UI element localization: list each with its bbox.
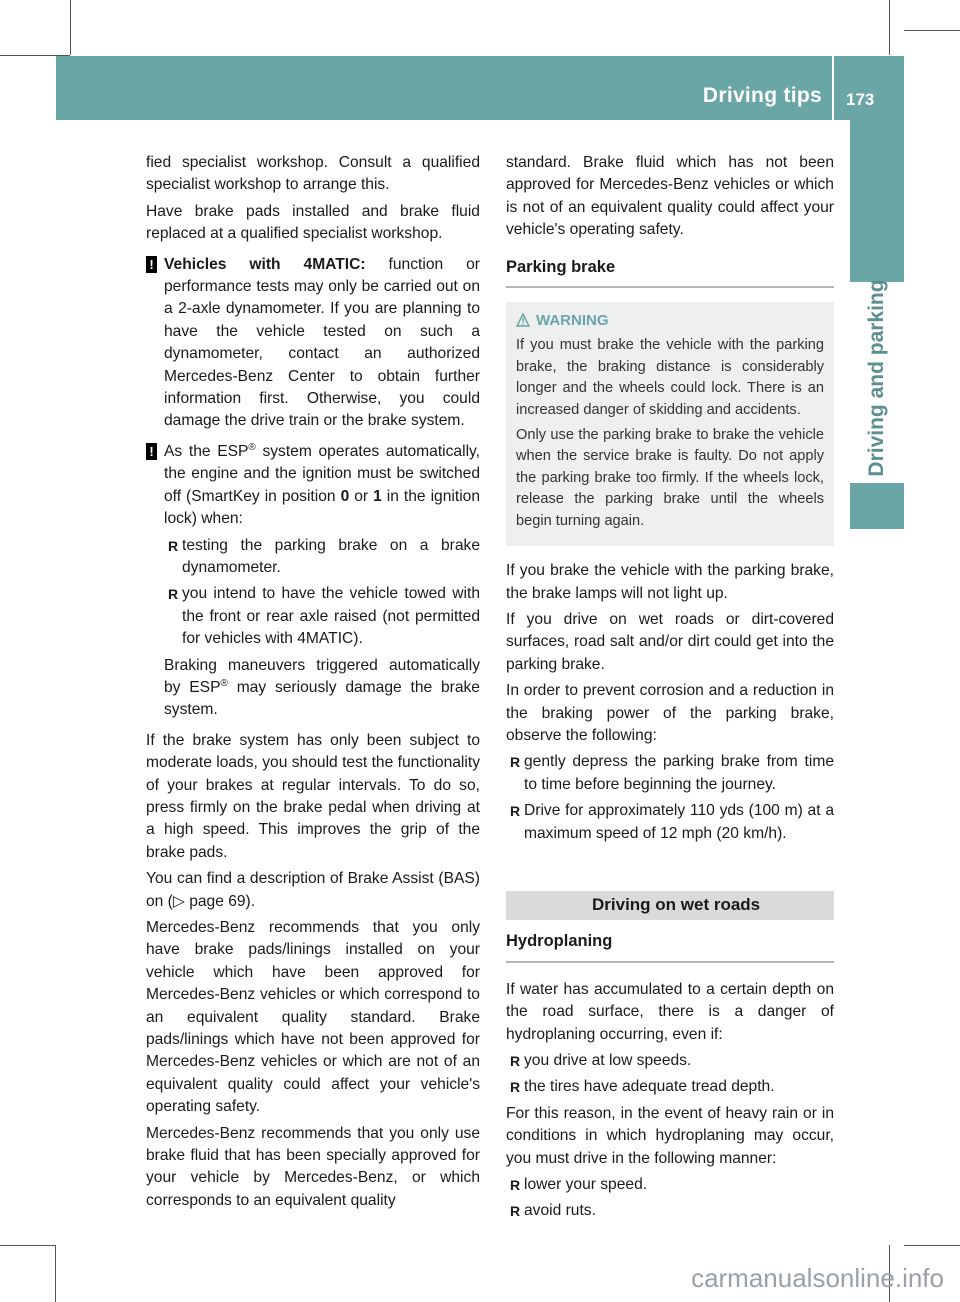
paragraph: If you drive on wet roads or dirt-covered surfaces, road salt and/or dirt could get into the parking brake. bbox=[506, 610, 834, 673]
heading-parking-brake: Parking brake bbox=[506, 256, 834, 288]
paragraph: For this reason, in the event of heavy rain or in conditions in which hydroplaning may occur, you must drive in the following manner: bbox=[506, 1104, 834, 1167]
list-item bbox=[506, 1076, 834, 1098]
key-position-0: 0 bbox=[340, 487, 350, 505]
registered-mark: ® bbox=[248, 441, 256, 453]
list-item-text: gently depress the parking brake from time to time before beginning the journey. bbox=[524, 753, 834, 793]
chapter-marker-block bbox=[850, 483, 904, 529]
note-text-part: in the ignition lock) when: bbox=[164, 487, 480, 528]
bullet-icon: R bbox=[510, 1203, 521, 1220]
list-item-text: you drive at low speeds. bbox=[524, 1052, 692, 1069]
note-text-part: Braking maneuvers triggered automatically by ESP bbox=[164, 656, 480, 696]
paragraph: standard. Brake fluid which has not been approved for Mercedes-Benz vehicles or which is not of an equivalent quality could affect your vehicle's operating safety. bbox=[506, 154, 834, 239]
chapter-side-label: Driving and parking bbox=[865, 279, 888, 477]
note-body: function or performance tests may only be carried out on a 2-axle dynamometer. If you are planning to have the vehicle tested on such a dynamometer, contact an authorized Mercedes-Benz Center to obtain further information first. Otherwise, you could damage the drive train or the brake system. bbox=[164, 255, 480, 430]
note-text bbox=[164, 254, 480, 433]
left-column bbox=[146, 152, 480, 1216]
paragraph: fied specialist workshop. Consult a qualified specialist workshop to arrange this. bbox=[146, 154, 480, 194]
note-text bbox=[164, 655, 480, 722]
registered-mark: ® bbox=[220, 677, 228, 689]
note-text-part: system operates automatically, the engine and the ignition must be switched off (SmartKey in position bbox=[164, 442, 481, 505]
warning-box bbox=[506, 302, 834, 546]
list-item bbox=[506, 800, 834, 845]
paragraph: You can find a description of Brake Assist (BAS) on (▷ page 69). bbox=[146, 870, 480, 910]
note-bold-label: Vehicles with 4MATIC: bbox=[164, 255, 366, 273]
note-text-part: As the ESP bbox=[164, 442, 249, 460]
page-number: 173 bbox=[846, 90, 875, 109]
warning-text: Only use the parking brake to brake the vehicle when the service brake is faulty. Do not apply the parking brake too firmly. If the wheels lock, release the parking brake until the wheels begin turning again. bbox=[516, 427, 824, 529]
bullet-list bbox=[506, 751, 834, 845]
crop-mark bbox=[889, 0, 890, 55]
heading-hydroplaning: Hydroplaning bbox=[506, 930, 834, 962]
chapter-tab bbox=[850, 120, 904, 282]
bullet-icon: R bbox=[510, 1177, 521, 1194]
list-item-text: lower your speed. bbox=[524, 1176, 648, 1194]
note-text-part: or bbox=[349, 487, 374, 505]
paragraph: If water has accumulated to a certain depth on the road surface, there is a danger of hydroplaning occurring, even if: bbox=[506, 980, 834, 1043]
paragraph: Have brake pads installed and brake fluid replaced at a qualified specialist workshop. bbox=[146, 202, 480, 243]
bullet-icon: R bbox=[168, 537, 179, 554]
crop-mark bbox=[904, 1245, 960, 1246]
bullet-list bbox=[506, 1050, 834, 1099]
list-item-text: avoid ruts. bbox=[524, 1202, 596, 1220]
list-item bbox=[506, 1200, 834, 1222]
paragraph: Mercedes-Benz recommends that you only have brake pads/linings installed on your vehicle which have been approved for Mercedes-Benz vehicles or which correspond to an equivalent quality standard. Brake pads/linings which have not been approved for Mercedes-Benz vehicles or which are not of an equivalent quality could affect your vehicle's operating safety. bbox=[146, 919, 480, 1116]
watermark: carmanualsonline.info bbox=[691, 1263, 944, 1293]
warning-label: WARNING bbox=[536, 312, 609, 330]
warning-triangle-icon bbox=[516, 313, 530, 327]
list-item bbox=[164, 583, 480, 650]
warning-text: If you must brake the vehicle with the parking brake, the braking distance is considerably longer and the wheels could lock. There is an increased danger of skidding and accidents. bbox=[516, 337, 824, 418]
crop-mark bbox=[55, 1245, 56, 1302]
bullet-icon: R bbox=[168, 586, 179, 603]
list-item-text: the tires have adequate tread depth. bbox=[524, 1078, 775, 1096]
paragraph: If the brake system has only been subject to moderate loads, you should test the functionality of your brakes at regular intervals. To do so, press firmly on the brake pedal when driving at a high speed. This improves the grip of the brake pads. bbox=[146, 731, 480, 861]
crop-mark bbox=[0, 1245, 55, 1246]
crop-mark bbox=[70, 0, 71, 55]
note-text bbox=[164, 441, 480, 531]
exclamation-icon: ! bbox=[146, 256, 157, 273]
crop-mark bbox=[904, 30, 960, 31]
paragraph: Mercedes-Benz recommends that you only use brake fluid that has been specially approved for your vehicle by Mercedes-Benz, or which corresponds to an equivalent quality bbox=[146, 1124, 480, 1209]
list-item-text: you intend to have the vehicle towed with the front or rear axle raised (not permitted for vehicles with 4MATIC). bbox=[182, 585, 480, 648]
right-column bbox=[506, 152, 834, 1227]
list-item bbox=[164, 535, 480, 580]
page-header-title: Driving tips bbox=[702, 84, 822, 107]
bullet-icon: R bbox=[510, 1053, 521, 1069]
list-item-text: Drive for approximately 110 yds (100 m) at a maximum speed of 12 mph (20 km/h). bbox=[524, 802, 834, 842]
note-4matic bbox=[146, 254, 480, 433]
warning-header bbox=[516, 310, 824, 331]
header-divider bbox=[832, 56, 834, 120]
list-item bbox=[506, 751, 834, 796]
list-item bbox=[506, 1174, 834, 1196]
list-item bbox=[506, 1050, 834, 1072]
list-item-text: testing the parking brake on a brake dynamometer. bbox=[182, 536, 480, 576]
key-position-1: 1 bbox=[373, 487, 382, 505]
bullet-icon: R bbox=[510, 754, 521, 771]
section-heading-wet-roads: Driving on wet roads bbox=[506, 891, 834, 920]
note-esp bbox=[146, 441, 480, 722]
note-text-part: may seriously damage the brake system. bbox=[164, 678, 480, 719]
bullet-icon: R bbox=[510, 1079, 521, 1096]
bullet-list bbox=[506, 1174, 834, 1223]
exclamation-icon: ! bbox=[146, 443, 157, 460]
bullet-icon: R bbox=[510, 803, 521, 820]
note-bullet-list bbox=[164, 535, 480, 651]
paragraph: If you brake the vehicle with the parking brake, the brake lamps will not light up. bbox=[506, 562, 834, 602]
paragraph: In order to prevent corrosion and a reduction in the braking power of the parking brake, observe the following: bbox=[506, 682, 834, 744]
